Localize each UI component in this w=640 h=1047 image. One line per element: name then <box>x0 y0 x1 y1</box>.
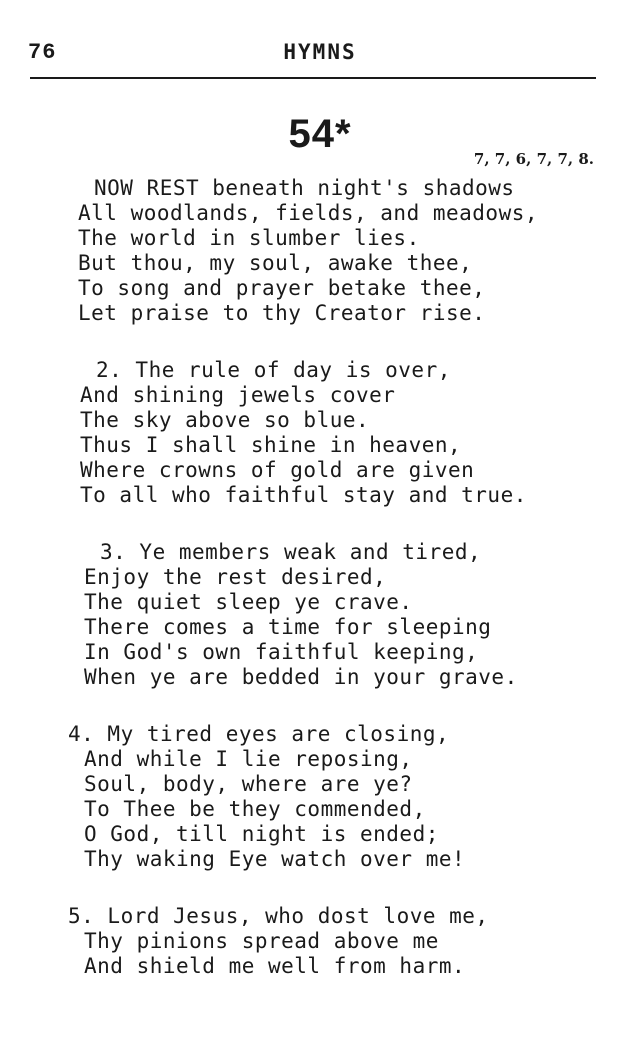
verse-line: There comes a time for sleeping <box>84 615 492 639</box>
page-number: 76 <box>28 40 57 65</box>
header-rule <box>30 77 596 79</box>
running-title: HYMNS <box>283 40 357 64</box>
verse-line: And while I lie reposing, <box>84 747 413 771</box>
verse-line: 2. The rule of day is over, <box>96 358 451 382</box>
verse-line: But thou, my soul, awake thee, <box>78 251 473 275</box>
verse-line: 3. Ye members weak and tired, <box>100 540 482 564</box>
hymn-meter: 7, 7, 6, 7, 7, 8. <box>473 150 594 168</box>
verse-line: And shield me well from harm. <box>84 954 466 978</box>
verse-line: The world in slumber lies. <box>78 226 420 250</box>
verse-line: To song and prayer betake thee, <box>78 276 486 300</box>
verse-line: All woodlands, fields, and meadows, <box>78 201 539 225</box>
verse-line: Thy pinions spread above me <box>84 929 439 953</box>
verse-line: Enjoy the rest desired, <box>84 565 387 589</box>
verse-4 <box>0 722 640 872</box>
verse-line: 5. Lord Jesus, who dost love me, <box>68 904 489 928</box>
verse-line: O God, till night is ended; <box>84 822 439 846</box>
verse-line: Thy waking Eye watch over me! <box>84 847 466 871</box>
verse-line: Let praise to thy Creator rise. <box>78 301 486 325</box>
verse-line: When ye are bedded in your grave. <box>84 665 518 689</box>
verse-line: Where crowns of gold are given <box>80 458 475 482</box>
verse-3 <box>0 540 640 690</box>
verse-line: In God's own faithful keeping, <box>84 640 479 664</box>
verse-line: Soul, body, where are ye? <box>84 772 413 796</box>
hymn-number: 54* <box>288 112 352 156</box>
verse-line: Thus I shall shine in heaven, <box>80 433 462 457</box>
verse-5 <box>0 904 640 979</box>
verse-line: NOW REST beneath night's shadows <box>94 176 515 200</box>
verse-line: And shining jewels cover <box>80 383 396 407</box>
verse-line: To all who faithful stay and true. <box>80 483 527 507</box>
verse-2 <box>0 358 640 508</box>
verse-line: The sky above so blue. <box>80 408 370 432</box>
verse-line: To Thee be they commended, <box>84 797 426 821</box>
verse-line: 4. My tired eyes are closing, <box>68 722 450 746</box>
verse-line: The quiet sleep ye crave. <box>84 590 413 614</box>
verse-1 <box>0 176 640 326</box>
